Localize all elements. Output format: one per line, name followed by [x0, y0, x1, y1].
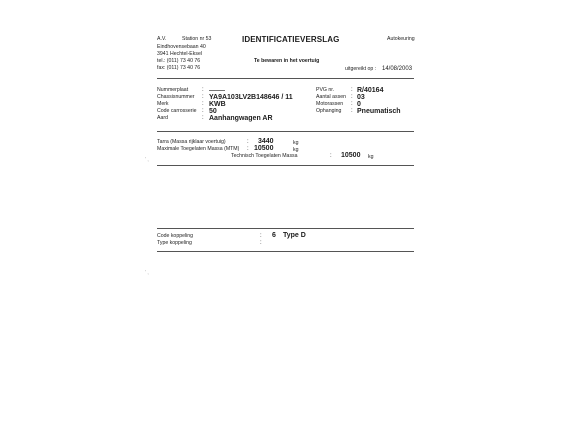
- colon: :: [351, 94, 353, 100]
- keep-in-vehicle-notice: Te bewaren in het voertuig: [254, 58, 320, 64]
- address-city: 3941 Hechtel-Eksel: [157, 51, 202, 57]
- fax-number: fax: (011) 73 40 76: [157, 65, 201, 71]
- issued-label: uitgereikt op :: [345, 66, 377, 72]
- colon: :: [202, 115, 204, 121]
- suspension-label: Ophanging: [316, 108, 342, 114]
- colon: :: [351, 101, 353, 107]
- colon: :: [202, 101, 204, 107]
- colon: :: [247, 139, 249, 145]
- body-code-value: 50: [209, 108, 217, 115]
- document-category: Autokeuring: [387, 36, 415, 42]
- coupling-type-label: Type koppeling: [157, 240, 192, 246]
- axle-count-label: Aantal assen: [316, 94, 346, 100]
- pvg-value: R/40164: [357, 87, 384, 94]
- pvg-label: PVG nr.: [316, 87, 335, 93]
- divider-coupling-top: [157, 228, 414, 229]
- av-label: A.V.: [157, 36, 167, 42]
- axle-count-value: 03: [357, 94, 365, 101]
- divider-identification: [157, 131, 414, 132]
- phone-number: tel.: (011) 73 40 76: [157, 58, 201, 64]
- max-mass-value: 10500: [254, 145, 274, 152]
- tare-mass-value: 3440: [258, 138, 274, 145]
- colon: :: [330, 153, 332, 159]
- max-mass-unit: kg: [293, 147, 299, 153]
- max-mass-label: Maximale Toegelaten Massa (MTM): [157, 146, 240, 152]
- tare-mass-label: Tarra (Massa rijklaar voertuig): [157, 139, 226, 145]
- make-value: KWB: [209, 101, 226, 108]
- scan-mark: ' ,: [145, 157, 149, 163]
- station-number: Station nr 53: [182, 36, 212, 42]
- body-code-label: Code carrosserie: [157, 108, 197, 114]
- technical-mass-unit: kg: [368, 154, 374, 160]
- address-street: Eindhovensebaan 40: [157, 44, 206, 50]
- technical-mass-value: 10500: [341, 152, 361, 159]
- tare-mass-unit: kg: [293, 140, 299, 146]
- document-title: IDENTIFICATIEVERSLAG: [242, 35, 340, 44]
- suspension-value: Pneumatisch: [357, 108, 401, 115]
- plate-value-redacted: [209, 90, 225, 91]
- motor-axles-value: 0: [357, 101, 361, 108]
- technical-mass-label: Technisch Toegelaten Massa: [231, 153, 298, 159]
- divider-mass: [157, 165, 414, 166]
- colon: :: [351, 87, 353, 93]
- colon: :: [247, 146, 249, 152]
- colon: :: [351, 108, 353, 114]
- make-label: Merk: [157, 101, 169, 107]
- coupling-code-label: Code koppeling: [157, 233, 194, 239]
- colon: :: [260, 240, 262, 246]
- colon: :: [202, 87, 204, 93]
- coupling-code-value: 6: [272, 232, 276, 239]
- divider-bottom: [157, 251, 414, 252]
- vehicle-type-label: Aard: [157, 115, 168, 121]
- colon: :: [202, 94, 204, 100]
- plate-label: Nummerplaat: [157, 87, 189, 93]
- motor-axles-label: Motorassen: [316, 101, 344, 107]
- chassis-label: Chassisnummer: [157, 94, 195, 100]
- issued-date: 14/08/2003: [382, 66, 413, 72]
- vehicle-type-value: Aanhangwagen AR: [209, 115, 273, 122]
- scan-mark: ' ,: [145, 270, 149, 276]
- divider-top: [157, 78, 414, 79]
- coupling-code-type: Type D: [283, 232, 306, 239]
- colon: :: [202, 108, 204, 114]
- chassis-value: YA9A103LV2B148646 / 11: [209, 94, 293, 101]
- colon: :: [260, 233, 262, 239]
